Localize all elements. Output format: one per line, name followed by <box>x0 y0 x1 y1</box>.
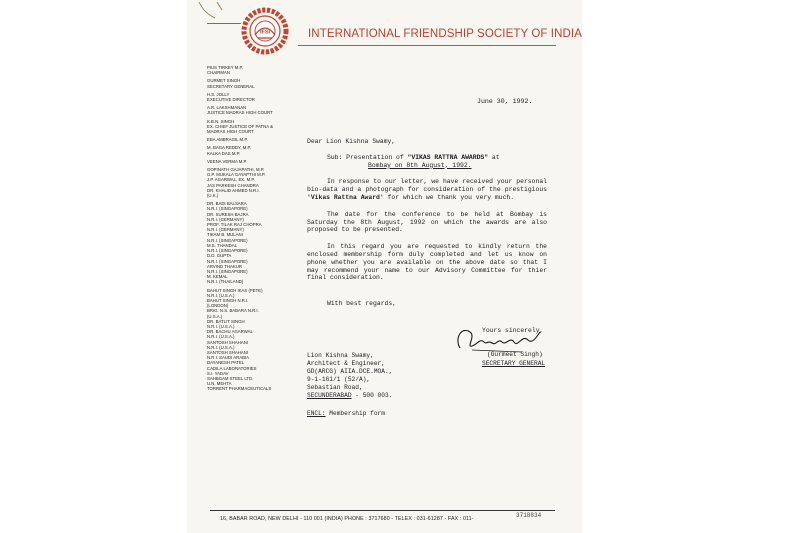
member-line: N.R.I. (U.S.A.) <box>207 323 235 329</box>
member-line: N.R.I. (THAILAND) <box>207 279 244 285</box>
member-line: N.R.I. (GERMANY) <box>207 216 244 222</box>
member-line: GOPINATH GAJAPATHI, M.P. <box>207 167 265 173</box>
member-list <box>207 65 317 392</box>
society-emblem-icon <box>241 7 289 55</box>
member-line: TIKAM B. MULANI <box>207 232 243 238</box>
member-line: DR. BATLIT SINGH <box>207 318 245 324</box>
emblem-text: IFSI <box>259 29 271 36</box>
member-line: PIUS TIRKEY M.P. <box>207 65 244 70</box>
member-line: PROF. TILAK RAJ CHOPRA <box>207 222 262 228</box>
member-line: H.S. JOLLY <box>207 91 230 97</box>
addressee-line: Sebastian Road, <box>307 383 363 391</box>
header-rule-left <box>207 23 241 24</box>
signer-name: (Gurmeet Singh) <box>487 351 543 358</box>
member-line: N.R.I. (SINGAPORE) <box>207 248 248 254</box>
member-line: N.R.I. (SINGAPORE) <box>207 268 248 274</box>
addressee-city: SECUNDERABAD <box>307 391 352 399</box>
member-line: M. BAGA REDDY, M.P. <box>207 145 252 151</box>
member-line: DR. SURESH BAJRA <box>207 211 249 217</box>
paragraph-1-text-b: for which we thank you very much. <box>383 193 515 201</box>
subject-line-2: Bombay on 8th August, 1992. <box>368 161 472 169</box>
member-line: N.R.I. (SINGAPORE) <box>207 258 248 264</box>
member-line: SECRETARY GENERAL <box>207 83 255 89</box>
member-line: A.R. LAKSHMANAN <box>207 105 247 111</box>
member-line: SANTOSH SHAHANI <box>207 339 248 345</box>
organization-title: INTERNATIONAL FRIENDSHIP SOCIETY OF INDIA <box>308 28 582 40</box>
addressee-line: 9-1-161/1 (52/A), <box>307 375 371 383</box>
subject-award: "VIKAS RATTNA AWARDS" <box>407 153 489 161</box>
member-line: S.I. YADAV <box>207 370 229 376</box>
member-line: (U.K.) <box>207 193 219 199</box>
member-line: EXECUTIVE DIRECTOR <box>207 97 255 103</box>
member-line: M. KEMAL <box>207 274 228 280</box>
member-line: SANTOSH SHAHANI <box>207 349 248 355</box>
addressee-line: Lion Kishna Swamy, <box>307 352 374 359</box>
member-line: K.B.N. SINGH <box>207 118 235 124</box>
footer-rule <box>210 510 555 511</box>
member-line: DR. BADI BALSARA <box>207 201 247 207</box>
salutation: Dear Lion Kishna Swamy, <box>307 138 396 145</box>
subject-prefix: Sub: Presentation of <box>327 153 408 161</box>
addressee-line: GD(ARCG) AIIA.DCE.MOA., <box>307 367 393 375</box>
member-line: BAHUT SINGH N.R.I. <box>207 297 249 303</box>
member-line: GURMET SINGH <box>207 78 241 84</box>
header-rule <box>298 45 556 46</box>
member-line: G.P. MUKALA GAYAPTHI M.P. <box>207 172 266 178</box>
member-line: EBA AMBRAGIL M.P. <box>207 137 248 143</box>
paragraph-2: The date for the conference to be held at Bombay is Saturday the 8th August, 1992 on which the awards are also proposed to be presented. <box>307 210 547 234</box>
member-line: N.R.I. (SINGAPORE) <box>207 237 248 243</box>
member-line: N.R.I. (U.S.A.) <box>207 292 235 298</box>
member-line: N.R.I. (U.S.A.) <box>207 334 235 340</box>
subject-line <box>307 154 547 170</box>
enclosure-label: ENCL: <box>307 410 326 417</box>
member-line: BAHUT SINGH IKAS (PETE) <box>207 287 263 293</box>
member-line: (U.S.A.) <box>207 313 223 319</box>
member-line: U.N. MEHTA <box>207 381 232 387</box>
member-line: JUSTICE MADRAS HIGH COURT <box>207 110 273 116</box>
member-line: EX. CHIEF JUSTICE OF PATNA & <box>207 123 273 129</box>
letter-date: June 30, 1992. <box>477 98 533 105</box>
footer-fax-handwritten: 3718834 <box>516 512 542 519</box>
addressee-city-line <box>307 392 392 400</box>
member-line: TORRENT PHARMACEUTICALS <box>207 386 272 392</box>
footer-address: 16, BABAR ROAD, NEW DELHI - 110 001 (INDIA) PHONE : 3717680 - TELEX : 031-61287 - FAX : 011- <box>220 516 474 522</box>
addressee-block <box>307 352 392 399</box>
addressee-line: Architect & Engineer, <box>307 359 385 367</box>
member-line: J.P. AGARWAL, EX. M.P. <box>207 177 255 183</box>
member-line: KALKA DAS M.P. <box>207 150 241 156</box>
member-line: MADRAS HIGH COURT <box>207 129 254 135</box>
member-line: VEENA VERMA M.P. <box>207 158 248 164</box>
subject-suffix: at <box>488 153 500 161</box>
member-line: N.R.I. SAUDI ARABIA <box>207 355 250 361</box>
yours-sincerely: Yours sincerely, <box>482 327 544 334</box>
closing-regards: With best regards, <box>327 300 397 307</box>
paragraph-1-text-a: In response to our letter, we have received your personal bio-data and a photograph for consideration of the prestigious <box>307 178 547 194</box>
member-line: ARVIND THAKUR <box>207 263 242 269</box>
member-line: CADILA LABORATORIES <box>207 365 257 371</box>
paragraph-3: In this regard you are requested to kindly return the enclosed membership form duly completed and let us know on phone whether you are available on the above date so that I may recommend your name to our Advisory Committee for thier final consideration. <box>307 243 547 282</box>
paragraph-1 <box>307 178 547 201</box>
signer-title: SECRETARY GENERAL <box>482 360 546 367</box>
paragraph-1-award: 'Vikas Rattna Award' <box>307 193 384 201</box>
member-line: N.R.I. (SINGAPORE) <box>207 206 248 212</box>
member-line: DR. BACHU AGARWAL <box>207 329 253 335</box>
member-line: N.R.I. (GERMANY) <box>207 227 244 233</box>
member-line: BRIG. N.S. BABARA N.R.I. <box>207 308 259 314</box>
letter-body <box>307 138 547 282</box>
addressee-pin: - 500 003. <box>351 391 393 399</box>
member-line: DR. KHALID AHMED N.R.I. <box>207 187 260 193</box>
margin-scribble <box>195 0 235 30</box>
member-line: M.S. THANDAL <box>207 242 238 248</box>
letter-page <box>187 0 582 533</box>
member-line: D.D. GUPTA <box>207 253 232 259</box>
member-line: CHAIRMAN <box>207 70 230 76</box>
member-line: N.R.I. (U.S.A.) <box>207 344 235 350</box>
member-line: DAYANESH PATEL <box>207 360 245 366</box>
enclosure-line <box>307 410 385 417</box>
enclosure-text: Membership form <box>325 410 385 417</box>
member-line: SAHBGAM STEEL LTD. <box>207 375 254 381</box>
member-line: (LONDON) <box>207 303 229 309</box>
member-line: JAS PARKESH CHANDRA <box>207 182 259 188</box>
